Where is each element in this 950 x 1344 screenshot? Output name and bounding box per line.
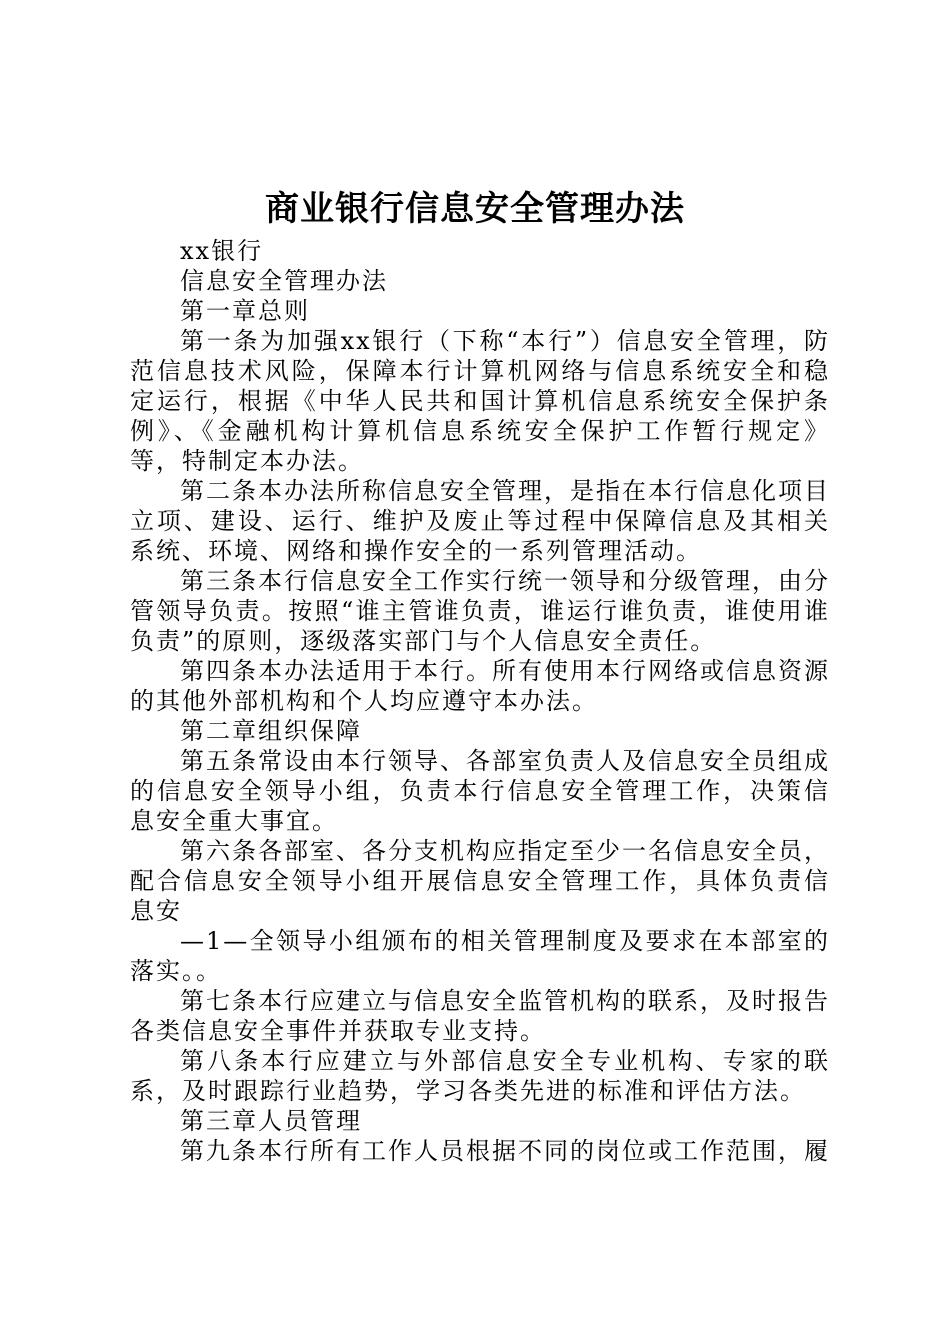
article-paragraph: 第一条为加强xx银行（下称“本行”）信息安全管理，防范信息技术风险，保障本行计算机网络与信息系统安全和稳定运行，根据《中华人民共和国计算机信息系统安全保护条例》、《金融机构计算机信息系统安全保护工作暂行规定》等，特制定本办法。 <box>130 327 830 475</box>
org-name: xx银行 <box>180 237 264 265</box>
article-paragraph: 第六条各部室、各分支机构应指定至少一名信息安全员，配合信息安全领导小组开展信息安全管理工作，具体负责信息安 <box>130 837 830 925</box>
article-paragraph: 第二条本办法所称信息安全管理，是指在本行信息化项目立项、建设、运行、维护及废止等过程中保障信息及其相关系统、环境、网络和操作安全的一系列管理活动。 <box>130 477 830 565</box>
article-paragraph: 第八条本行应建立与外部信息安全专业机构、专家的联系，及时跟踪行业趋势，学习各类先进的标准和评估方法。 <box>130 1047 830 1105</box>
article-paragraph: 第七条本行应建立与信息安全监管机构的联系，及时报告各类信息安全事件并获取专业支持。 <box>130 987 830 1045</box>
chapter-heading: 第二章组织保障 <box>180 717 362 745</box>
article-paragraph: —1—全领导小组颁布的相关管理制度及要求在本部室的落实。。 <box>130 927 830 985</box>
article-paragraph: 第九条本行所有工作人员根据不同的岗位或工作范围，履 <box>180 1137 830 1165</box>
article-paragraph: 第三条本行信息安全工作实行统一领导和分级管理，由分管领导负责。按照“谁主管谁负责，谁运行谁负责，谁使用谁负责”的原则，逐级落实部门与个人信息安全责任。 <box>130 567 830 655</box>
article-paragraph: 第四条本办法适用于本行。所有使用本行网络或信息资源的其他外部机构和个人均应遵守本办法。 <box>130 657 830 715</box>
document-body <box>130 236 830 1166</box>
chapter-heading: 第一章总则 <box>180 297 310 325</box>
document-title: 商业银行信息安全管理办法 <box>265 189 685 229</box>
chapter-heading: 第三章人员管理 <box>180 1107 362 1135</box>
doc-subtitle: 信息安全管理办法 <box>180 267 388 295</box>
article-paragraph: 第五条常设由本行领导、各部室负责人及信息安全员组成的信息安全领导小组，负责本行信息安全管理工作，决策信息安全重大事宜。 <box>130 747 830 835</box>
